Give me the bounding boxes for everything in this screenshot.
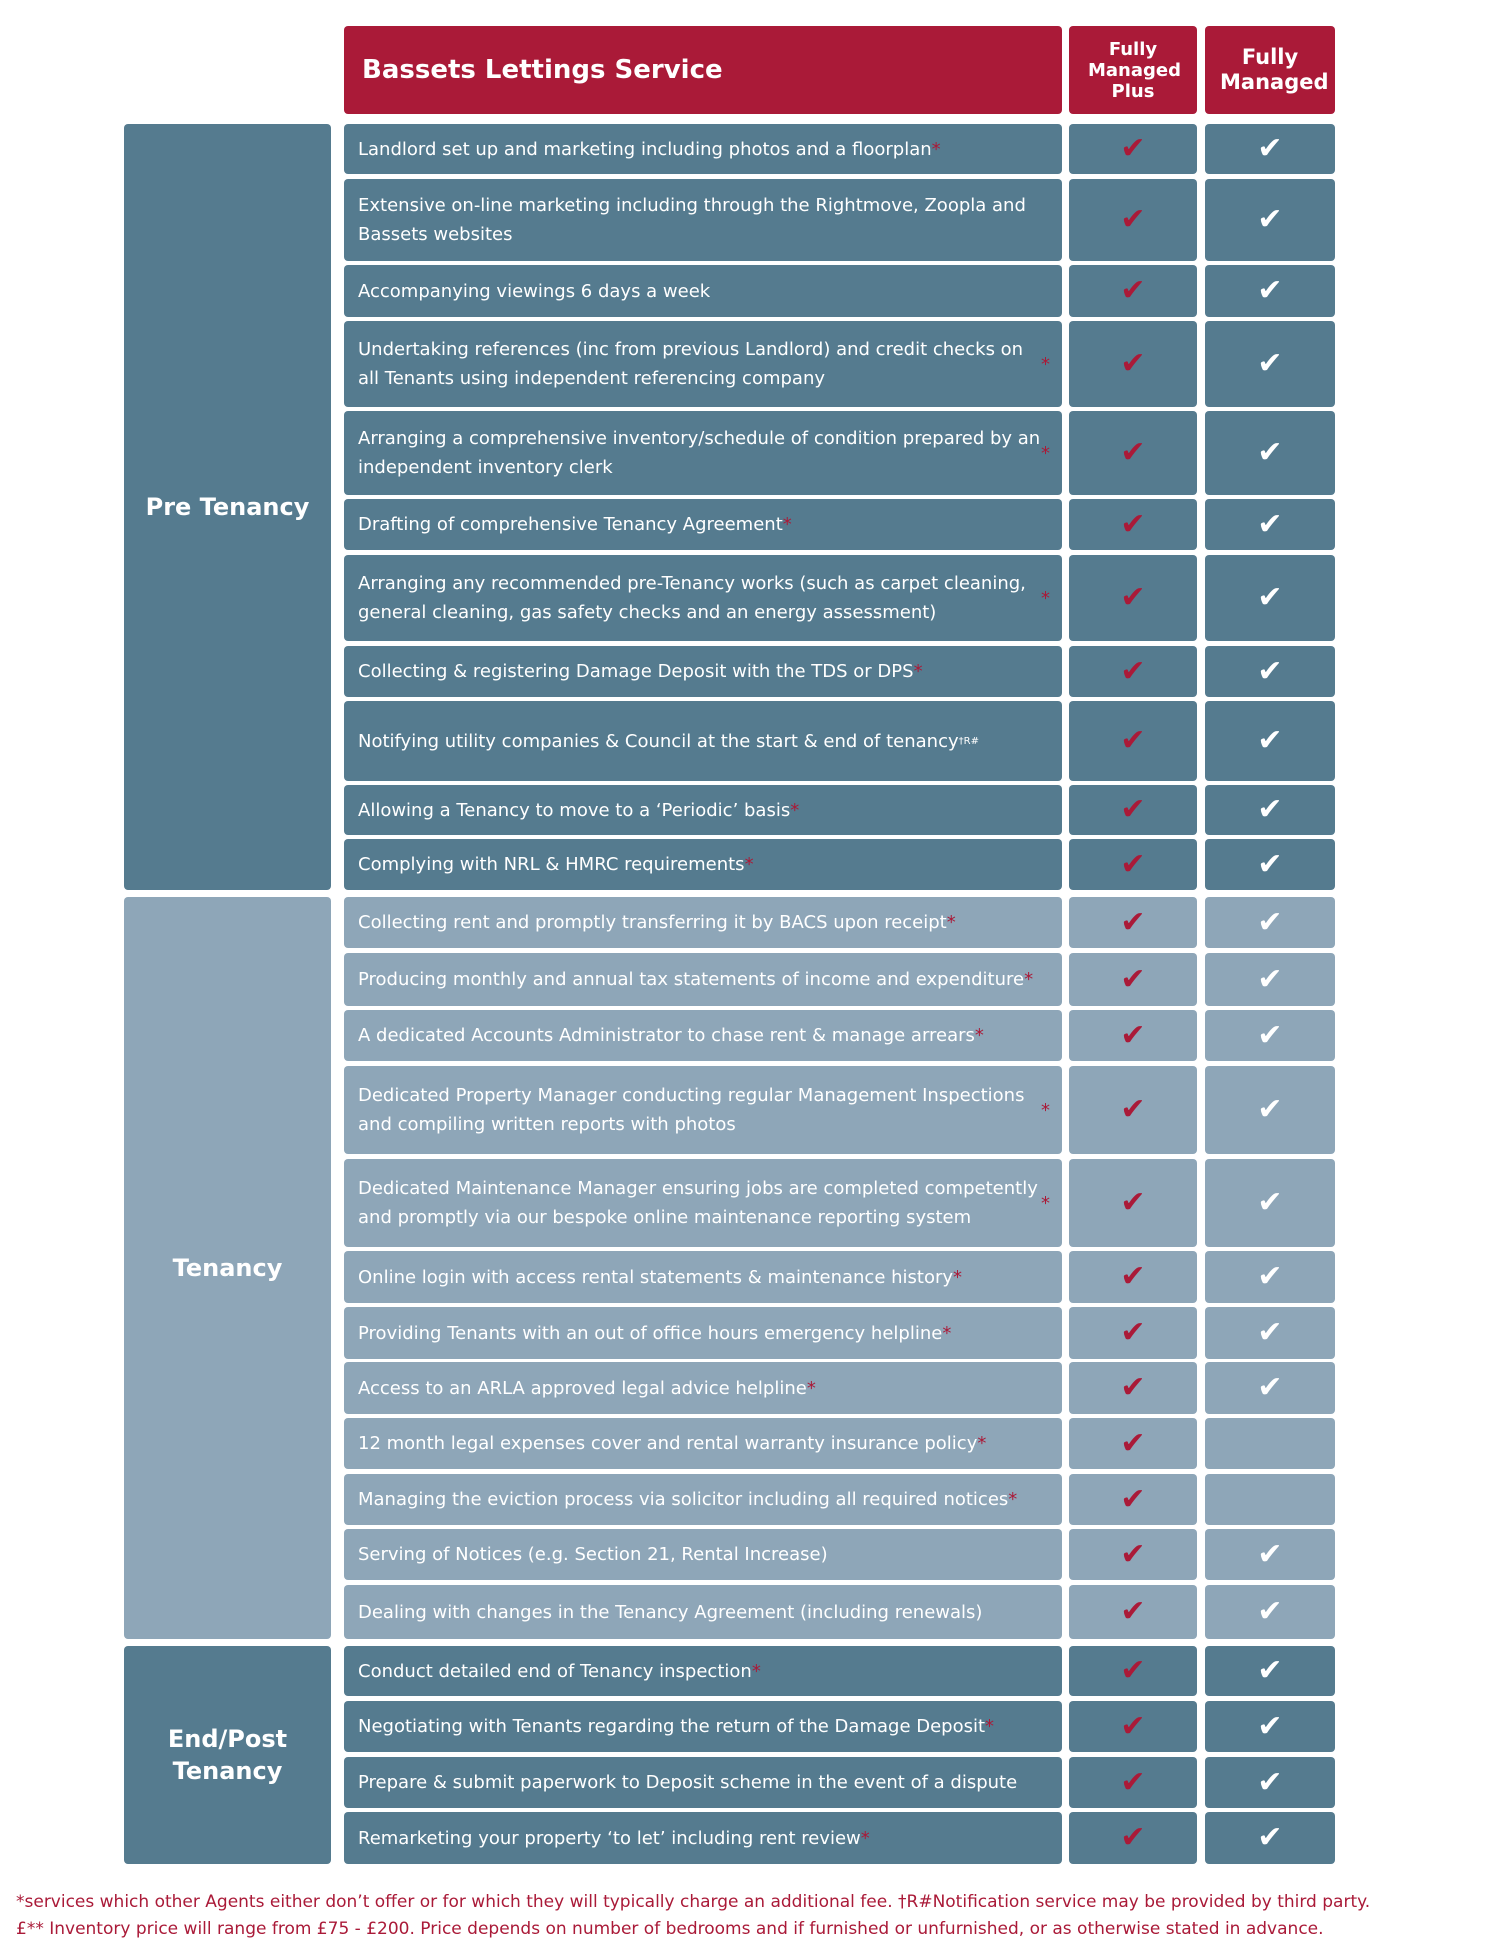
- fully-managed-plus-cell: [1069, 839, 1197, 890]
- fully-managed-plus-cell: [1069, 1812, 1197, 1864]
- service-description: [344, 499, 1062, 550]
- fully-managed-cell: [1205, 897, 1335, 948]
- checkmark-icon: ✔: [1120, 961, 1146, 997]
- footnote-inventory-price: £** Inventory price will range from £75 - £200. Price depends on number of bedrooms and if furnished or unfurnished, or as otherwise stated in advance.: [16, 1919, 1324, 1939]
- fully-managed-plus-cell: [1069, 265, 1197, 317]
- service-text: Collecting rent and promptly transferring it by BACS upon receipt: [358, 912, 947, 933]
- fully-managed-plus-cell: [1069, 897, 1197, 948]
- service-description: [344, 1585, 1062, 1639]
- checkmark-icon: ✔: [1120, 1092, 1146, 1127]
- service-text: Extensive on-line marketing including through the Rightmove, Zoopla and Bassets websites: [358, 195, 1026, 245]
- service-text: Serving of Notices (e.g. Section 21, Rental Increase): [358, 1544, 828, 1565]
- checkmark-icon: ✔: [1120, 1425, 1146, 1461]
- asterisk-note: *: [913, 661, 923, 682]
- fully-managed-plus-cell: [1069, 1701, 1197, 1752]
- asterisk-note: *: [1041, 1099, 1050, 1121]
- service-description: [344, 1418, 1062, 1469]
- checkmark-icon: ✔: [1257, 1185, 1283, 1220]
- fully-managed-plus-cell: [1069, 1251, 1197, 1303]
- fully-managed-cell: [1205, 265, 1335, 317]
- checkmark-icon: ✔: [1257, 1017, 1283, 1053]
- table-row: [0, 1701, 1509, 1752]
- fully-managed-cell: [1205, 179, 1335, 261]
- table-row: [0, 839, 1509, 890]
- checkmark-icon: ✔: [1120, 792, 1146, 827]
- checkmark-icon: ✔: [1120, 1259, 1146, 1294]
- service-text: Remarketing your property ‘to let’ including rent review: [358, 1827, 861, 1849]
- service-text: Access to an ARLA approved legal advice helpline: [358, 1377, 807, 1399]
- checkmark-icon: ✔: [1120, 580, 1146, 615]
- checkmark-icon: ✔: [1257, 346, 1283, 381]
- checkmark-icon: ✔: [1257, 1820, 1283, 1855]
- table-row: [0, 1474, 1509, 1525]
- fully-managed-plus-cell: [1069, 1159, 1197, 1247]
- checkmark-icon: ✔: [1257, 792, 1283, 827]
- asterisk-note: *: [1041, 587, 1050, 609]
- service-description: [344, 1812, 1062, 1864]
- fully-managed-cell: [1205, 1362, 1335, 1414]
- service-description: [344, 411, 1062, 495]
- fully-managed-plus-cell: [1069, 1757, 1197, 1808]
- superscript-note: †R#: [958, 735, 979, 747]
- service-description: [344, 1646, 1062, 1696]
- table-row: [0, 1418, 1509, 1469]
- service-description: [344, 953, 1062, 1006]
- checkmark-icon: ✔: [1257, 1653, 1283, 1688]
- fully-managed-plus-cell: [1069, 555, 1197, 641]
- checkmark-icon: ✔: [1257, 1315, 1283, 1350]
- service-description: [344, 1066, 1062, 1154]
- table-row: [0, 265, 1509, 317]
- fully-managed-cell: [1205, 1585, 1335, 1639]
- table-row: [0, 1251, 1509, 1303]
- fully-managed-plus-cell: [1069, 179, 1197, 261]
- service-text: Conduct detailed end of Tenancy inspection: [358, 1660, 752, 1682]
- service-description: [344, 897, 1062, 948]
- table-row: [0, 1307, 1509, 1359]
- table-row: [0, 701, 1509, 781]
- checkmark-icon: ✔: [1120, 846, 1146, 882]
- service-description: [344, 646, 1062, 697]
- service-text: Notifying utility companies & Council at the start & end of tenancy: [358, 730, 959, 752]
- checkmark-icon: ✔: [1120, 202, 1146, 237]
- fully-managed-cell: [1205, 1646, 1335, 1696]
- fully-managed-plus-cell: [1069, 1585, 1197, 1639]
- service-description: [344, 1307, 1062, 1359]
- checkmark-icon: ✔: [1120, 1185, 1146, 1220]
- service-text: Online login with access rental statements & maintenance history: [358, 1266, 954, 1288]
- fully-managed-cell: [1205, 411, 1335, 495]
- fully-managed-plus-cell: [1069, 1010, 1197, 1061]
- checkmark-icon: ✔: [1257, 723, 1283, 758]
- service-text: 12 month legal expenses cover and rental warranty insurance policy: [358, 1433, 978, 1454]
- checkmark-icon: ✔: [1120, 1481, 1146, 1517]
- fully-managed-cell: [1205, 646, 1335, 697]
- fully-managed-plus-cell: [1069, 785, 1197, 835]
- service-description: [344, 124, 1062, 174]
- column-header-fully-managed-plus: [1069, 26, 1197, 114]
- fully-managed-cell: [1205, 499, 1335, 550]
- table-row: [0, 1812, 1509, 1864]
- checkmark-icon: ✔: [1120, 904, 1146, 940]
- footnote-services: *services which other Agents either don’t offer or for which they will typically charge an additional fee. †R#Notification service may be provided by third party.: [16, 1892, 1371, 1912]
- asterisk-note: *: [985, 1716, 995, 1737]
- checkmark-icon: ✔: [1257, 202, 1283, 237]
- service-text: Undertaking references (inc from previous Landlord) and credit checks on all Tenants using independent referencing company: [358, 339, 1024, 389]
- checkmark-icon: ✔: [1120, 1764, 1146, 1800]
- table-row: [0, 953, 1509, 1006]
- fully-managed-cell: [1205, 1812, 1335, 1864]
- table-row: [0, 1529, 1509, 1580]
- fully-managed-plus-cell: [1069, 1418, 1197, 1469]
- checkmark-icon: ✔: [1257, 1370, 1283, 1405]
- fully-managed-cell: [1205, 1307, 1335, 1359]
- service-description: [344, 265, 1062, 317]
- checkmark-icon: ✔: [1120, 723, 1146, 758]
- table-row: [0, 1159, 1509, 1247]
- table-row: [0, 1757, 1509, 1808]
- checkmark-icon: ✔: [1120, 1708, 1146, 1744]
- fully-managed-plus-cell: [1069, 1474, 1197, 1525]
- fully-managed-cell: [1205, 1159, 1335, 1247]
- service-text: Dedicated Maintenance Manager ensuring jobs are completed competently and promptly via our bespoke online maintenance reporting system: [358, 1178, 1038, 1228]
- fully-managed-cell: [1205, 124, 1335, 174]
- asterisk-note: *: [806, 1377, 816, 1399]
- checkmark-icon: ✔: [1257, 435, 1283, 470]
- checkmark-icon: ✔: [1257, 1708, 1283, 1744]
- asterisk-note: *: [977, 1433, 987, 1454]
- fully-managed-cell: [1205, 953, 1335, 1006]
- service-text: Dealing with changes in the Tenancy Agreement (including renewals): [358, 1601, 983, 1623]
- table-row: [0, 321, 1509, 407]
- checkmark-icon: ✔: [1257, 506, 1283, 542]
- fully-managed-cell: [1205, 1418, 1335, 1469]
- table-row: [0, 897, 1509, 948]
- service-text: Complying with NRL & HMRC requirements: [358, 854, 745, 875]
- service-text: Arranging any recommended pre-Tenancy works (such as carpet cleaning, general cleaning, gas safety checks and an energy assessment): [358, 573, 1026, 623]
- service-description: [344, 1010, 1062, 1061]
- service-description: [344, 785, 1062, 835]
- service-text: Accompanying viewings 6 days a week: [358, 280, 711, 302]
- checkmark-icon: ✔: [1257, 904, 1283, 940]
- service-description: [344, 1701, 1062, 1752]
- fully-managed-plus-cell: [1069, 1362, 1197, 1414]
- checkmark-icon: ✔: [1257, 846, 1283, 882]
- asterisk-note: *: [931, 138, 941, 160]
- asterisk-note: *: [953, 1266, 963, 1288]
- service-description: [344, 1474, 1062, 1525]
- fully-managed-cell: [1205, 1010, 1335, 1061]
- checkmark-icon: ✔: [1257, 653, 1283, 689]
- asterisk-note: *: [790, 799, 800, 821]
- service-description: [344, 1529, 1062, 1580]
- asterisk-note: *: [744, 854, 754, 875]
- checkmark-icon: ✔: [1120, 1315, 1146, 1350]
- service-description: [344, 321, 1062, 407]
- asterisk-note: *: [1008, 1489, 1018, 1510]
- fully-managed-plus-cell: [1069, 1646, 1197, 1696]
- asterisk-note: *: [860, 1827, 870, 1849]
- section-label: Tenancy: [172, 1254, 283, 1282]
- fully-managed-plus-cell: [1069, 701, 1197, 781]
- checkmark-icon: ✔: [1120, 506, 1146, 542]
- checkmark-icon: ✔: [1257, 273, 1283, 308]
- table-row: [0, 1010, 1509, 1061]
- asterisk-note: *: [1041, 353, 1050, 375]
- service-description: [344, 555, 1062, 641]
- table-title: Bassets Lettings Service: [344, 26, 1062, 114]
- fully-managed-plus-cell: [1069, 646, 1197, 697]
- fully-managed-plus-cell: [1069, 124, 1197, 174]
- section-label: Pre Tenancy: [145, 493, 310, 521]
- checkmark-icon: ✔: [1120, 1536, 1146, 1572]
- service-text: A dedicated Accounts Administrator to chase rent & manage arrears: [358, 1025, 975, 1046]
- service-description: [344, 1757, 1062, 1808]
- checkmark-icon: ✔: [1257, 131, 1283, 166]
- table-row: [0, 179, 1509, 261]
- service-description: [344, 839, 1062, 890]
- service-text: Producing monthly and annual tax statements of income and expenditure: [358, 969, 1025, 990]
- checkmark-icon: ✔: [1120, 131, 1146, 166]
- checkmark-icon: ✔: [1120, 1820, 1146, 1855]
- fully-managed-plus-cell: [1069, 953, 1197, 1006]
- checkmark-icon: ✔: [1120, 273, 1146, 308]
- service-text: Allowing a Tenancy to move to a ‘Periodic’ basis: [358, 799, 791, 821]
- table-row: [0, 499, 1509, 550]
- fully-managed-plus-cell: [1069, 1529, 1197, 1580]
- fully-managed-cell: [1205, 1474, 1335, 1525]
- service-text: Collecting & registering Damage Deposit with the TDS or DPS: [358, 661, 914, 682]
- checkmark-icon: ✔: [1257, 1764, 1283, 1800]
- checkmark-icon: ✔: [1120, 1370, 1146, 1405]
- service-text: Landlord set up and marketing including photos and a floorplan: [358, 138, 932, 160]
- service-description: [344, 1251, 1062, 1303]
- table-row: [0, 1646, 1509, 1696]
- asterisk-note: *: [1041, 1192, 1050, 1214]
- table-row: [0, 555, 1509, 641]
- service-description: [344, 1159, 1062, 1247]
- table-row: [0, 785, 1509, 835]
- service-description: [344, 701, 1062, 781]
- column-header-label: Fully Managed: [1220, 45, 1329, 94]
- checkmark-icon: ✔: [1120, 1017, 1146, 1053]
- fully-managed-plus-cell: [1069, 411, 1197, 495]
- fully-managed-cell: [1205, 1701, 1335, 1752]
- fully-managed-cell: [1205, 1251, 1335, 1303]
- checkmark-icon: ✔: [1257, 961, 1283, 997]
- asterisk-note: *: [751, 1660, 761, 1682]
- fully-managed-cell: [1205, 785, 1335, 835]
- column-header-label: Fully Managed Plus: [1088, 38, 1181, 102]
- section-label: End/Post Tenancy: [167, 1725, 288, 1785]
- table-row: [0, 124, 1509, 174]
- asterisk-note: *: [946, 912, 956, 933]
- fully-managed-plus-cell: [1069, 321, 1197, 407]
- service-description: [344, 179, 1062, 261]
- service-description: [344, 1362, 1062, 1414]
- checkmark-icon: ✔: [1257, 1259, 1283, 1294]
- checkmark-icon: ✔: [1120, 435, 1146, 470]
- fully-managed-cell: [1205, 555, 1335, 641]
- table-row: [0, 1066, 1509, 1154]
- checkmark-icon: ✔: [1257, 1536, 1283, 1572]
- fully-managed-cell: [1205, 1066, 1335, 1154]
- table-row: [0, 646, 1509, 697]
- fully-managed-plus-cell: [1069, 1066, 1197, 1154]
- table-row: [0, 1362, 1509, 1414]
- asterisk-note: *: [974, 1025, 984, 1046]
- service-text: Prepare & submit paperwork to Deposit scheme in the event of a dispute: [358, 1772, 1018, 1793]
- asterisk-note: *: [1024, 969, 1034, 990]
- service-text: Negotiating with Tenants regarding the return of the Damage Deposit: [358, 1716, 986, 1737]
- service-text: Providing Tenants with an out of office hours emergency helpline: [358, 1322, 943, 1344]
- fully-managed-cell: [1205, 701, 1335, 781]
- fully-managed-plus-cell: [1069, 499, 1197, 550]
- service-text: Dedicated Property Manager conducting regular Management Inspections and compiling written reports with photos: [358, 1085, 1025, 1135]
- checkmark-icon: ✔: [1120, 1653, 1146, 1688]
- column-header-fully-managed: [1205, 26, 1335, 114]
- fully-managed-cell: [1205, 1757, 1335, 1808]
- service-text: Arranging a comprehensive inventory/schedule of condition prepared by an independent inventory clerk: [358, 428, 1041, 478]
- fully-managed-cell: [1205, 321, 1335, 407]
- asterisk-note: *: [1041, 442, 1050, 464]
- service-text: Drafting of comprehensive Tenancy Agreement: [358, 514, 783, 535]
- checkmark-icon: ✔: [1120, 1594, 1146, 1629]
- asterisk-note: *: [942, 1322, 952, 1344]
- service-text: Managing the eviction process via solicitor including all required notices: [358, 1489, 1009, 1510]
- table-row: [0, 411, 1509, 495]
- checkmark-icon: ✔: [1257, 1092, 1283, 1127]
- checkmark-icon: ✔: [1257, 580, 1283, 615]
- checkmark-icon: ✔: [1120, 653, 1146, 689]
- checkmark-icon: ✔: [1120, 346, 1146, 381]
- checkmark-icon: ✔: [1257, 1594, 1283, 1629]
- fully-managed-cell: [1205, 1529, 1335, 1580]
- asterisk-note: *: [782, 514, 792, 535]
- table-row: [0, 1585, 1509, 1639]
- fully-managed-plus-cell: [1069, 1307, 1197, 1359]
- fully-managed-cell: [1205, 839, 1335, 890]
